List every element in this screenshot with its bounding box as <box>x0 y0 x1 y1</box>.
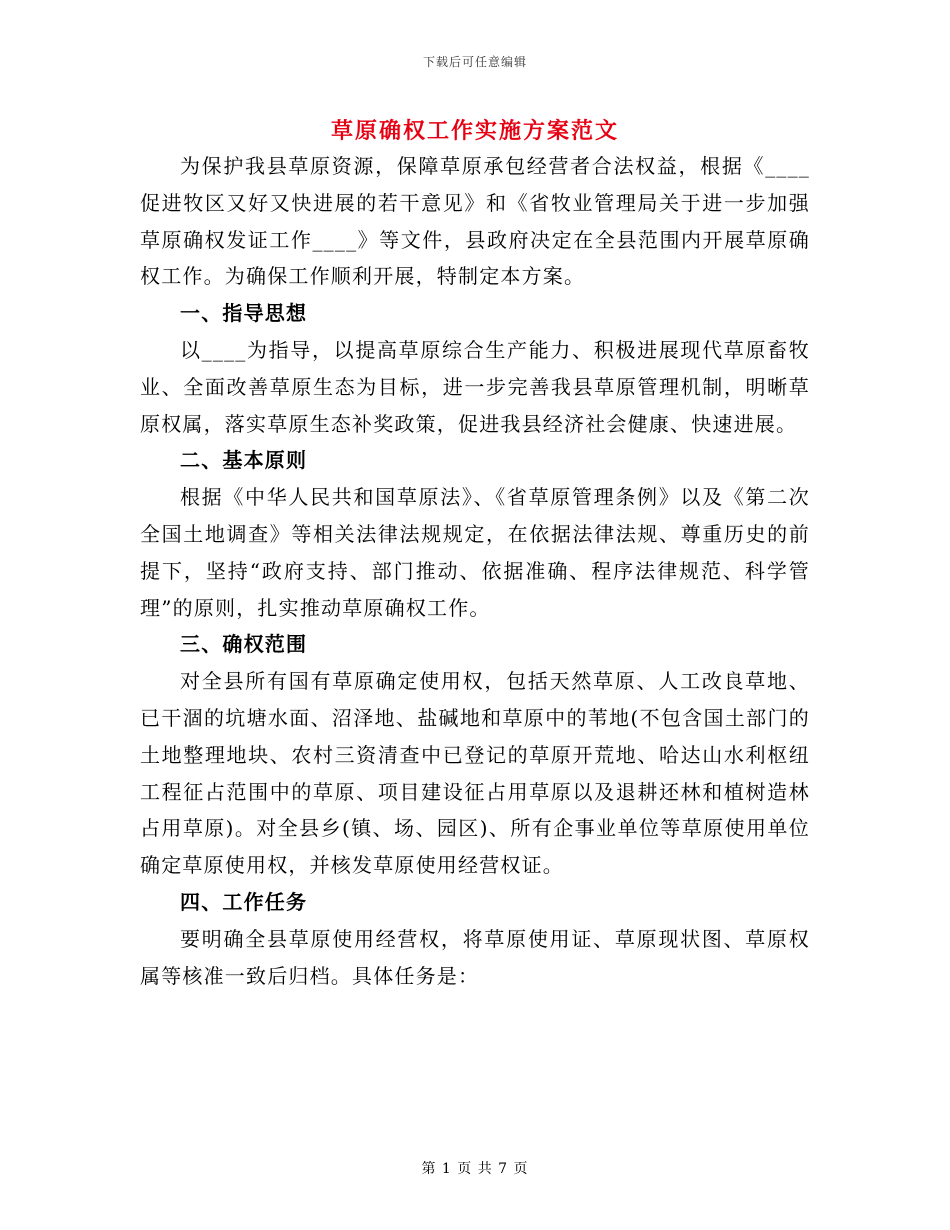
section-paragraph: 对全县所有国有草原确定使用权，包括天然草原、人工改良草地、已干涸的坑塘水面、沼泽地、盐碱地和草原中的苇地(不包含国土部门的土地整理地块、农村三资清查中已登记的草原开荒地、哈达山水利枢纽工程征占范围中的草原、项目建设征占用草原以及退耕还林和植树造林占用草原)。对全县乡(镇、场、园区)、所有企事业单位等草原使用单位确定草原使用权，并核发草原使用经营权证。 <box>140 669 810 878</box>
section-heading: 二、基本原则 <box>180 448 308 473</box>
document-body <box>140 148 810 994</box>
section-heading: 四、工作任务 <box>180 889 308 914</box>
document-title: 草原确权工作实施方案范文 <box>330 118 619 144</box>
section-paragraph: 要明确全县草原使用经营权，将草原使用证、草原现状图、草原权属等核准一致后归档。具体任务是： <box>140 926 810 988</box>
section-paragraph: 以____为指导，以提高草原综合生产能力、积极进展现代草原畜牧业、全面改善草原生态为目标，进一步完善我县草原管理机制，明晰草原权属，落实草原生态补奖政策，促进我县经济社会健康、快速进展。 <box>140 337 810 436</box>
section-heading: 三、确权范围 <box>180 632 308 657</box>
section-heading: 一、指导思想 <box>180 301 308 326</box>
section-paragraph: 根据《中华人民共和国草原法》、《省草原管理条例》以及《第二次全国土地调查》等相关法律法规规定，在依据法律法规、尊重历史的前提下，坚持“政府支持、部门推动、依据准确、程序法律规范、科学管理”的原则，扎实推动草原确权工作。 <box>140 485 810 620</box>
page-number: 第 1 页 共 7 页 <box>421 1161 529 1177</box>
intro-paragraph: 为保护我县草原资源，保障草原承包经营者合法权益，根据《____促进牧区又好又快进展的若干意见》和《省牧业管理局关于进一步加强草原确权发证工作____》等文件，县政府决定在全县范围内开展草原确权工作。为确保工作顺利开展，特制定本方案。 <box>140 154 810 289</box>
header-note: 下载后可任意编辑 <box>422 55 527 69</box>
